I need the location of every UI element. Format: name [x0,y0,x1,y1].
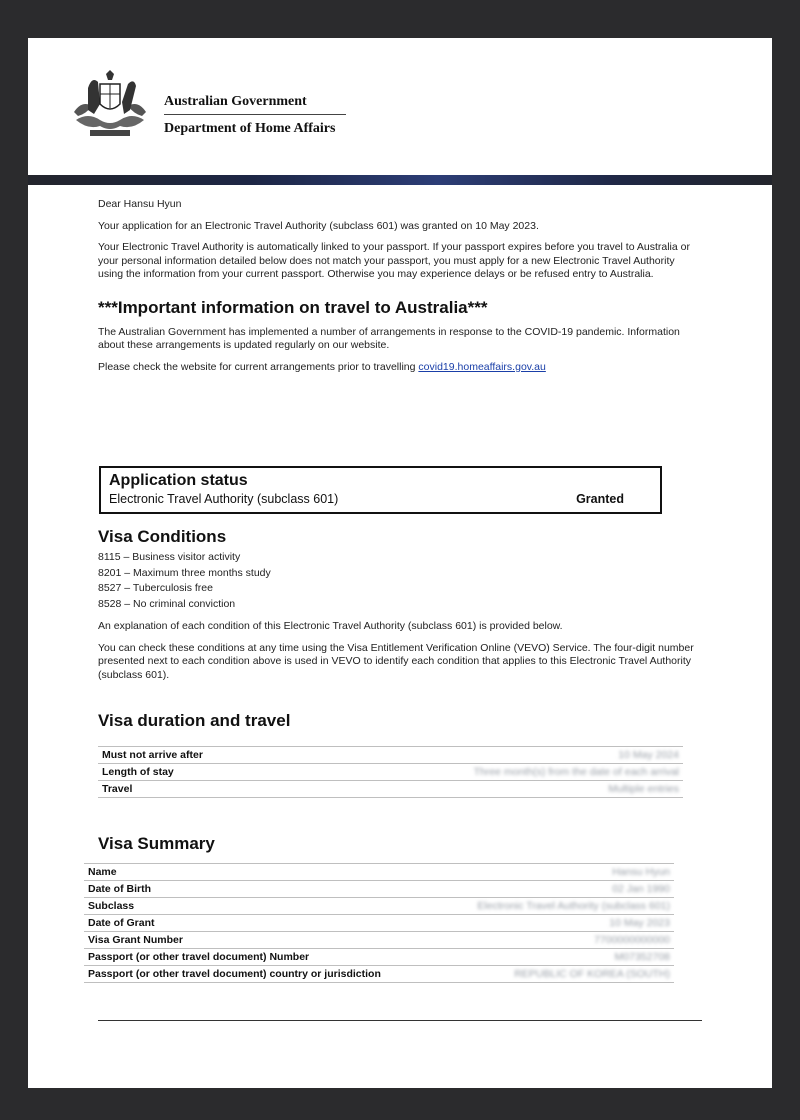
header-banner [28,175,772,185]
condition-item: 8528 – No criminal conviction [98,597,236,610]
row-value: REPUBLIC OF KOREA (SOUTH) [392,966,674,983]
row-label: Must not arrive after [98,747,406,764]
row-label: Travel [98,781,406,798]
conditions-explain: An explanation of each condition of this Electronic Travel Authority (subclass 601) is provided below. [98,620,563,632]
passport-link-paragraph: Your Electronic Travel Authority is automatically linked to your passport. If your passport expires before you travel to Australia or your personal information detailed below does not match your passport, you must apply for a new Electronic Travel Authority using the information from your current passport. Otherwise you may experience delays or be refused entry to Australia. [98,241,690,280]
application-status-box [99,466,662,514]
conditions-list [98,550,698,612]
condition-item: 8527 – Tuberculosis free [98,582,213,594]
website-paragraph [98,361,698,375]
row-value: 10 May 2023 [392,915,674,932]
status-visa: Electronic Travel Authority (subclass 601) [109,492,339,506]
row-label: Passport (or other travel document) Number [84,949,392,966]
row-label: Date of Birth [84,881,392,898]
letter-body [98,198,698,382]
row-value: 7700000000000 [392,932,674,949]
row-value: 02 Jan 1990 [392,881,674,898]
conditions-heading: Visa Conditions [98,527,227,546]
gov-divider [164,114,346,115]
row-label: Length of stay [98,764,406,781]
visa-conditions [98,526,698,690]
status-row [109,491,652,507]
table-row [84,898,674,915]
document-page [28,38,772,1088]
grant-paragraph: Your application for an Electronic Travel Authority (subclass 601) was granted on 10 May 2023. [98,219,539,232]
row-label: Name [84,864,392,881]
table-row [98,781,683,798]
vevo-paragraph: You can check these conditions at any time using the Visa Entitlement Verification Online (VEVO) Service. The four-digit number presented next to each condition above is used in VEVO to identify each condition that applies to this Electronic Travel Authority (subclass 601). [98,641,694,681]
row-label: Visa Grant Number [84,932,392,949]
row-label: Subclass [84,898,392,915]
row-value: M07352708 [392,949,674,966]
covid-website-link[interactable]: covid19.homeaffairs.gov.au [418,360,546,373]
covid-paragraph: The Australian Government has implemented a number of arrangements in response to the COVID-19 pandemic. Information about these arrangements is updated regularly on our website. [98,325,680,351]
greeting: Dear Hansu Hyun [98,198,182,210]
row-value: 10 May 2024 [406,747,683,764]
letterhead [28,38,772,174]
department-name: Department of Home Affairs [164,121,336,136]
gov-name: Australian Government [164,94,307,109]
table-row [84,915,674,932]
table-row [98,747,683,764]
condition-item: 8115 – Business visitor activity [98,551,241,563]
government-title [164,94,346,137]
row-value: Multiple entries [406,781,683,798]
table-row [98,764,683,781]
table-row [84,932,674,949]
visa-summary-section [88,833,698,983]
row-value: Electronic Travel Authority (subclass 601) [392,898,674,915]
row-label: Passport (or other travel document) country or jurisdiction [84,966,392,983]
duration-heading: Visa duration and travel [98,711,291,730]
coat-of-arms-icon [68,70,152,142]
duration-table [98,746,683,798]
table-row [84,949,674,966]
table-row [84,881,674,898]
important-heading: ***Important information on travel to Australia*** [98,297,488,317]
row-value: Three month(s) from the date of each arrival [406,764,683,781]
table-row [84,864,674,881]
end-divider [98,1020,702,1021]
summary-table [84,863,674,983]
visa-duration-section [98,710,698,798]
summary-heading: Visa Summary [98,834,215,853]
row-label: Date of Grant [84,915,392,932]
website-text: Please check the website for current arrangements prior to travelling [98,360,419,373]
row-value: Hansu Hyun [392,864,674,881]
condition-item: 8201 – Maximum three months study [98,566,271,579]
status-title: Application status [109,472,248,489]
table-row [84,966,674,983]
status-badge: Granted [576,492,624,506]
